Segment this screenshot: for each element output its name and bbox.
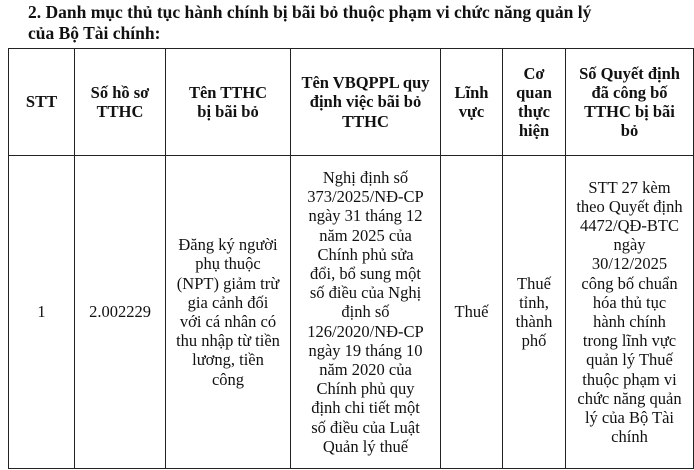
table-header-row [9, 49, 694, 156]
header-so-ho-so: Số hồ sơ TTHC [75, 49, 166, 156]
cell-co-quan: Thuế tỉnh, thành phố [503, 156, 566, 469]
cell-vbqppl: Nghị định số 373/2025/NĐ-CP ngày 31 tháng 12 năm 2025 của Chính phủ sửa đổi, bổ sung một số điều của Nghị định số 126/2020/NĐ-CP ngày 19 tháng 10 năm 2020 của Chính phủ quy định chi tiết một số điều của Luật Quản lý thuế [291, 156, 441, 469]
section-heading-line1: 2. Danh mục thủ tục hành chính bị bãi bỏ thuộc phạm vi chức năng quản lý [28, 2, 592, 22]
header-co-quan: Cơ quan thực hiện [503, 49, 566, 156]
abolished-procedures-table [8, 48, 694, 469]
cell-linh-vuc: Thuế [441, 156, 503, 469]
cell-quyet-dinh: STT 27 kèm theo Quyết định 4472/QĐ-BTC ngày 30/12/2025 công bố chuẩn hóa thủ tục hành chính trong lĩnh vực quản lý Thuế thuộc phạm vi chức năng quản lý của Bộ Tài chính [566, 156, 694, 469]
header-quyet-dinh: Số Quyết định đã công bố TTHC bị bãi bỏ [566, 49, 694, 156]
header-stt: STT [9, 49, 75, 156]
cell-so-ho-so: 2.002229 [75, 156, 166, 469]
header-ten-tthc: Tên TTHC bị bãi bỏ [166, 49, 291, 156]
cell-ten-tthc: Đăng ký người phụ thuộc (NPT) giảm trừ gia cảnh đối với cá nhân có thu nhập từ tiền lương, tiền công [166, 156, 291, 469]
cell-stt: 1 [9, 156, 75, 469]
section-heading [28, 2, 688, 44]
section-heading-line2: của Bộ Tài chính: [28, 23, 161, 43]
table-row [9, 156, 694, 469]
header-vbqppl: Tên VBQPPL quy định việc bãi bỏ TTHC [291, 49, 441, 156]
header-linh-vuc: Lĩnh vực [441, 49, 503, 156]
